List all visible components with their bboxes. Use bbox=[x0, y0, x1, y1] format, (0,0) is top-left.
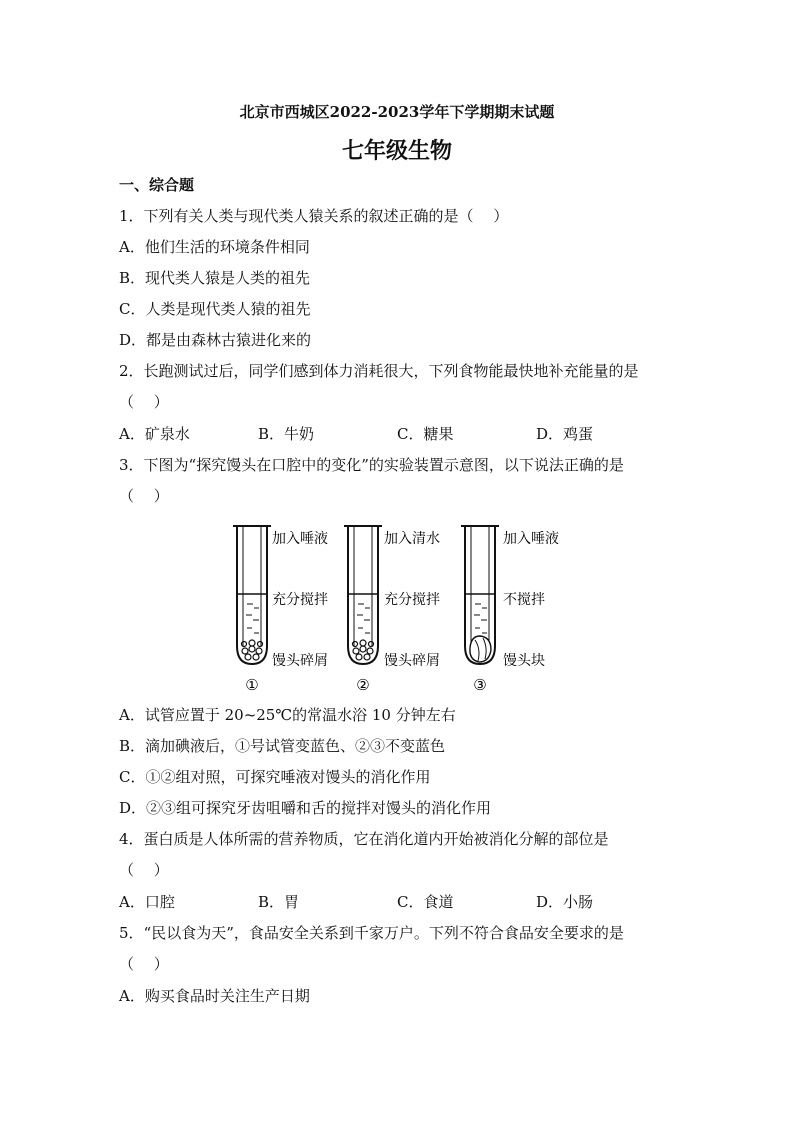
experiment-figure bbox=[0, 516, 794, 696]
question-3-option-c: C．①②组对照，可探究唾液对馒头的消化作用 bbox=[119, 768, 431, 786]
question-1-option-a: A．他们生活的环境条件相同 bbox=[119, 238, 310, 256]
tube-3-bottom-label: 馒头块 bbox=[503, 653, 545, 669]
question-4-option-b: B．胃 bbox=[258, 893, 300, 911]
question-2-option-b: B．牛奶 bbox=[258, 425, 315, 443]
question-2-option-a: A．矿泉水 bbox=[119, 425, 190, 443]
question-4-option-a: A．口腔 bbox=[119, 893, 175, 911]
question-1-option-c: C．人类是现代类人猿的祖先 bbox=[119, 300, 311, 318]
question-3-stem: 3．下图为“探究馒头在口腔中的变化”的实验装置示意图，以下说法正确的是 bbox=[119, 456, 624, 474]
test-tube-1 bbox=[233, 526, 271, 664]
question-2-stem: 2．长跑测试过后，同学们感到体力消耗很大，下列食物能最快地补充能量的是 bbox=[119, 362, 639, 380]
question-4-stem: 4．蛋白质是人体所需的营养物质，它在消化道内开始被消化分解的部位是 bbox=[119, 830, 609, 848]
question-3-option-b: B．滴加碘液后，①号试管变蓝色、②③不变蓝色 bbox=[119, 737, 446, 755]
tube-3-number: ③ bbox=[473, 676, 487, 694]
question-2-answer-bracket: （ ） bbox=[119, 393, 169, 411]
tube-1-top-label: 加入唾液 bbox=[272, 531, 328, 547]
question-2-option-c: C．糖果 bbox=[397, 425, 454, 443]
tube-3-mid-label: 不搅拌 bbox=[503, 592, 545, 608]
section-heading: 一、综合题 bbox=[119, 176, 195, 194]
question-4-option-c: C．食道 bbox=[397, 893, 454, 911]
question-2-option-d: D．鸡蛋 bbox=[536, 425, 594, 443]
tube-2-top-label: 加入清水 bbox=[384, 531, 440, 547]
question-4-answer-bracket: （ ） bbox=[119, 861, 169, 879]
tube-2-bottom-label: 馒头碎屑 bbox=[384, 653, 440, 669]
question-1-option-b: B．现代类人猿是人类的祖先 bbox=[119, 269, 311, 287]
question-5-option-a: A．购买食品时关注生产日期 bbox=[119, 987, 310, 1005]
question-5-stem: 5．“民以食为天”，食品安全关系到千家万户。下列不符合食品安全要求的是 bbox=[119, 924, 624, 942]
tube-2-mid-label: 充分搅拌 bbox=[384, 592, 440, 608]
question-3-option-d: D．②③组可探究牙齿咀嚼和舌的搅拌对馒头的消化作用 bbox=[119, 799, 492, 817]
test-tube-2 bbox=[344, 526, 382, 664]
exam-title: 北京市西城区2022-2023学年下学期期末试题 bbox=[239, 103, 555, 121]
tube-1-number: ① bbox=[245, 676, 259, 694]
question-3-option-a: A．试管应置于 20~25℃的常温水浴 10 分钟左右 bbox=[119, 706, 456, 724]
question-3-answer-bracket: （ ） bbox=[119, 487, 169, 505]
question-5-answer-bracket: （ ） bbox=[119, 955, 169, 973]
question-1-stem: 1．下列有关人类与现代类人猿关系的叙述正确的是（ ） bbox=[119, 207, 509, 225]
exam-subject-title: 七年级生物 bbox=[341, 138, 452, 164]
tube-3-top-label: 加入唾液 bbox=[503, 531, 559, 547]
tube-1-mid-label: 充分搅拌 bbox=[272, 592, 328, 608]
test-tube-3 bbox=[461, 526, 499, 664]
question-4-option-d: D．小肠 bbox=[536, 893, 594, 911]
tube-1-bottom-label: 馒头碎屑 bbox=[272, 653, 328, 669]
question-1-option-d: D．都是由森林古猿进化来的 bbox=[119, 331, 312, 349]
tube-2-number: ② bbox=[356, 676, 370, 694]
